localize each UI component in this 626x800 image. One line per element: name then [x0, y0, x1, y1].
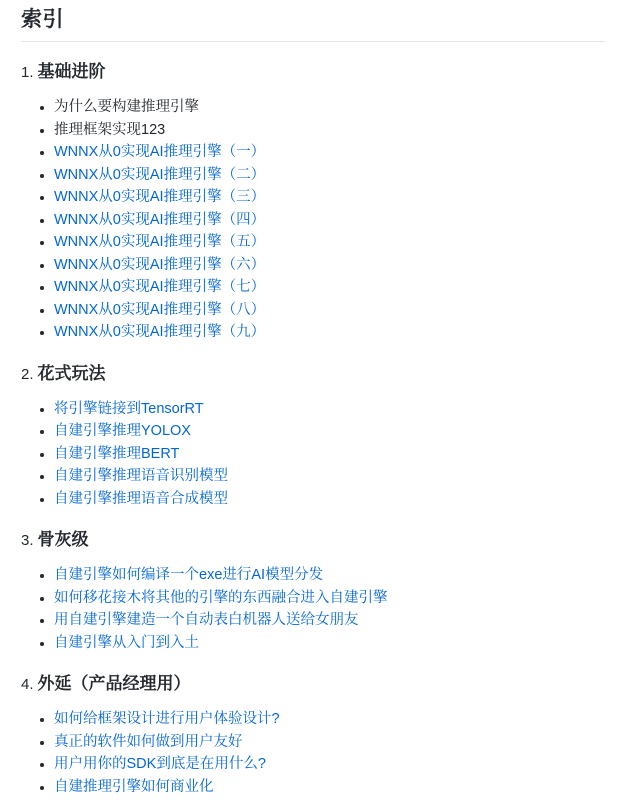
list-item: [54, 141, 606, 164]
list-item: [54, 321, 606, 344]
index-link[interactable]: 自建引擎推理YOLOX: [54, 423, 191, 439]
list-item: [54, 299, 606, 322]
index-link[interactable]: 自建引擎如何编译一个exe进行AI模型分发: [54, 567, 324, 583]
index-link[interactable]: 真正的软件如何做到用户友好: [54, 733, 243, 750]
list-item: [54, 186, 606, 209]
index-link[interactable]: 如何给框架设计进行用户体验设计?: [54, 711, 280, 727]
index-link[interactable]: 自建引擎推理语音合成模型: [54, 490, 228, 507]
list-item: [54, 632, 606, 655]
index-link[interactable]: WNNX从0实现AI推理引擎（二）: [54, 166, 266, 183]
section-number: 4.: [21, 676, 34, 693]
index-link[interactable]: WNNX从0实现AI推理引擎（七）: [54, 279, 266, 295]
list-item: [54, 708, 606, 731]
section-item-list: [21, 564, 606, 654]
list-item-text: 推理框架实现123: [54, 121, 166, 138]
section-heading: [21, 528, 606, 552]
list-item: [54, 776, 606, 799]
list-item: [54, 398, 606, 421]
index-link[interactable]: 用户用你的SDK到底是在用什么?: [54, 756, 266, 772]
list-item: [54, 276, 606, 299]
list-item: [54, 564, 606, 587]
list-item: [54, 231, 606, 254]
list-item: [54, 609, 606, 632]
section-heading: [21, 362, 606, 386]
section-heading: [21, 672, 606, 696]
section-heading: [21, 60, 606, 84]
page-title: 索引: [21, 7, 606, 42]
index-link[interactable]: WNNX从0实现AI推理引擎（一）: [54, 144, 266, 160]
list-item-text: 为什么要构建推理引擎: [54, 99, 199, 115]
list-item: [54, 731, 606, 754]
index-link[interactable]: 自建引擎从入门到入土: [54, 634, 199, 651]
section-number: 1.: [21, 64, 34, 81]
section-item-list: [21, 398, 606, 511]
list-item: [54, 164, 606, 187]
list-item: [54, 119, 606, 142]
section-item-list: [21, 708, 606, 798]
index-link[interactable]: WNNX从0实现AI推理引擎（九）: [54, 324, 266, 340]
section-title: 基础进阶: [37, 62, 106, 81]
index-link[interactable]: 如何移花接木将其他的引擎的东西融合进入自建引擎: [54, 589, 388, 606]
index-link[interactable]: 用自建引擎建造一个自动表白机器人送给女朋友: [54, 612, 359, 628]
index-sections: [21, 60, 606, 798]
list-item: [54, 753, 606, 776]
index-link[interactable]: WNNX从0实现AI推理引擎（四）: [54, 211, 266, 228]
index-link[interactable]: WNNX从0实现AI推理引擎（三）: [54, 189, 266, 205]
index-link[interactable]: 自建推理引擎如何商业化: [54, 778, 214, 795]
section-title: 花式玩法: [37, 363, 106, 383]
section-number: 2.: [21, 365, 34, 383]
section-title: 骨灰级: [37, 530, 89, 549]
list-item: [54, 254, 606, 277]
section-item-list: [21, 96, 606, 344]
list-item: [54, 443, 606, 466]
list-item: [54, 488, 606, 511]
section-number: 3.: [21, 532, 34, 549]
list-item: [54, 587, 606, 610]
list-item: [54, 96, 606, 119]
list-item: [54, 465, 606, 488]
index-link[interactable]: 将引擎链接到TensorRT: [54, 400, 204, 417]
index-link[interactable]: 自建引擎推理BERT: [54, 445, 180, 462]
index-link[interactable]: WNNX从0实现AI推理引擎（五）: [54, 234, 266, 250]
list-item: [54, 420, 606, 443]
index-link[interactable]: WNNX从0实现AI推理引擎（八）: [54, 301, 266, 318]
index-link[interactable]: 自建引擎推理语音识别模型: [54, 468, 228, 484]
section-title: 外延（产品经理用）: [37, 674, 191, 693]
list-item: [54, 209, 606, 232]
index-link[interactable]: WNNX从0实现AI推理引擎（六）: [54, 256, 266, 273]
